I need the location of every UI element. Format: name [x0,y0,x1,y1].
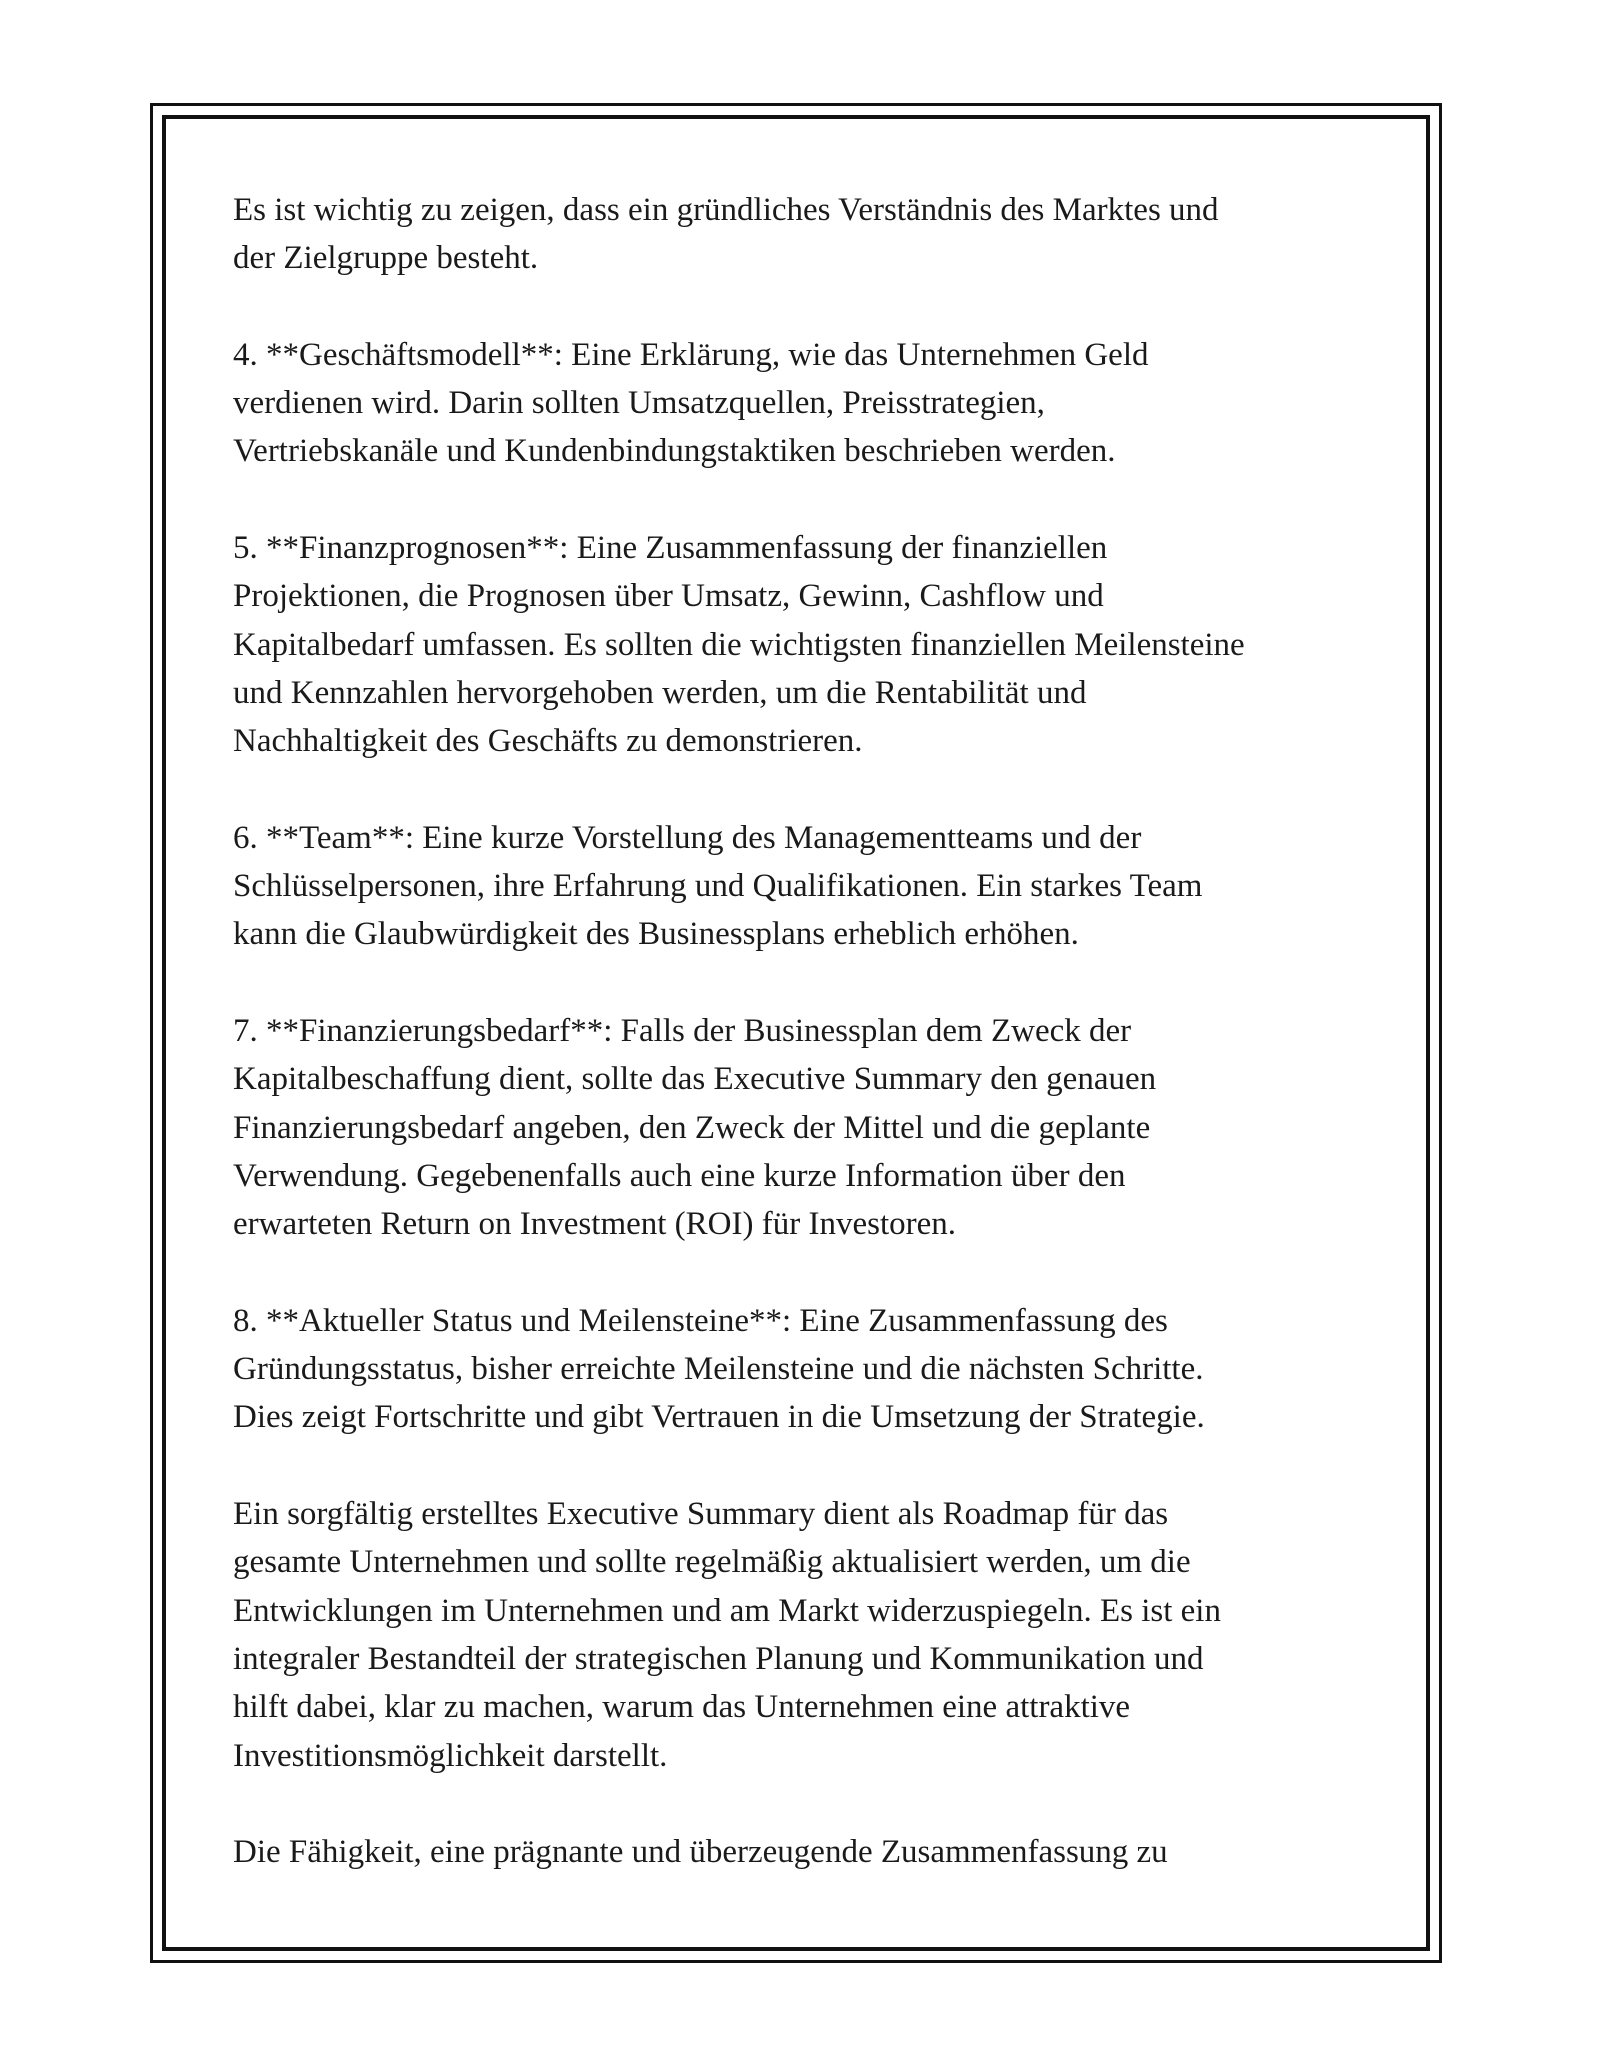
paragraph-finanzprognosen: 5. **Finanzprognosen**: Eine Zusammenfassung der finanziellen Projektionen, die Prognosen über Umsatz, Gewinn, Cashflow und Kapitalbedarf umfassen. Es sollten die wichtigsten finanziellen Meilensteine und Kennzahlen hervorgehoben werden, um die Rentabilität und Nachhaltigkeit des Geschäfts zu demonstrieren. [233,530,1245,760]
paragraph-geschaeftsmodell: 4. **Geschäftsmodell**: Eine Erklärung, wie das Unternehmen Geld verdienen wird. Darin sollten Umsatzquellen, Preisstrategien, Vertriebskanäle und Kundenbindungstaktiken beschrieben werden. [233,336,1149,470]
paragraph-intro: Es ist wichtig zu zeigen, dass ein gründliches Verständnis des Marktes und der Zielgruppe besteht. [233,192,1219,277]
paragraph-finanzierungsbedarf: 7. **Finanzierungsbedarf**: Falls der Businessplan dem Zweck der Kapitalbeschaffung dient, sollte das Executive Summary den genauen Finanzierungsbedarf angeben, den Zweck der Mittel und die geplante Verwendung. Gegebenenfalls auch eine kurze Information über den erwarteten Return on Investment (ROI) für Investoren. [233,1013,1157,1243]
paragraph-status-meilensteine: 8. **Aktueller Status und Meilensteine**: Eine Zusammenfassung des Gründungsstatus, bisher erreichte Meilensteine und die nächsten Schritte. Dies zeigt Fortschritte und gibt Vertrauen in die Umsetzung der Strategie. [233,1302,1205,1436]
paragraph-summary-roadmap: Ein sorgfältig erstelltes Executive Summary dient als Roadmap für das gesamte Unternehmen und sollte regelmäßig aktualisiert werden, um die Entwicklungen im Unternehmen und am Markt widerzuspiegeln. Es ist ein integraler Bestandteil der strategischen Planung und Kommunikation und hilft dabei, klar zu machen, warum das Unternehmen eine attraktive Investitionsmöglichkeit darstellt. [233,1496,1221,1774]
paragraph-team: 6. **Team**: Eine kurze Vorstellung des Managementteams und der Schlüsselpersonen, ihre Erfahrung und Qualifikationen. Ein starkes Team kann die Glaubwürdigkeit des Businessplans erheblich erhöhen. [233,819,1203,953]
document-body [233,186,1363,1925]
paragraph-closing: Die Fähigkeit, eine prägnante und überzeugende Zusammenfassung zu [233,1834,1168,1871]
